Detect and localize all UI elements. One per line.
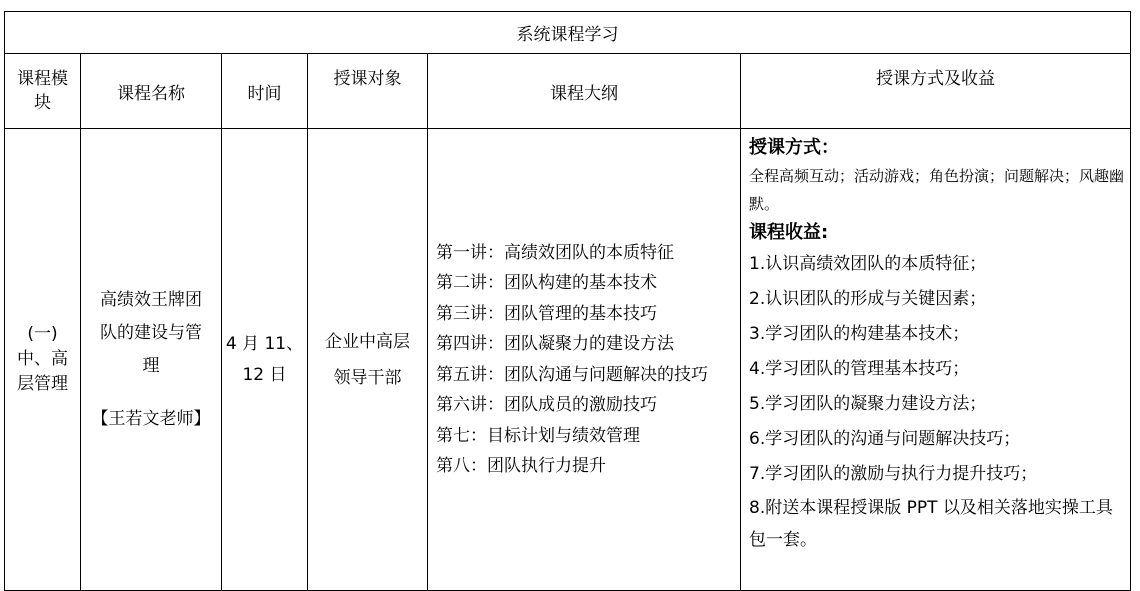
audience-line: 企业中高层 bbox=[325, 331, 410, 352]
outline-cell bbox=[428, 129, 741, 591]
module-cell bbox=[5, 129, 81, 591]
method-title: 授课方式： bbox=[749, 137, 839, 158]
module-line: 层管理 bbox=[17, 374, 68, 394]
course-name-cell bbox=[81, 129, 222, 591]
benefit-item: 2.认识团队的形成与关键因素； bbox=[749, 289, 987, 309]
benefit-item: 7.学习团队的激励与执行力提升技巧； bbox=[749, 464, 1038, 484]
module-line: (一) bbox=[27, 324, 58, 344]
benefit-item: 5.学习团队的凝聚力建设方法； bbox=[749, 394, 987, 414]
benefit-item: 6.学习团队的沟通与问题解决技巧； bbox=[749, 429, 1021, 449]
header-audience: 授课对象 bbox=[308, 54, 428, 129]
course-name-line: 理 bbox=[142, 355, 160, 376]
header-time: 时间 bbox=[222, 54, 308, 129]
audience-line: 领导干部 bbox=[333, 367, 402, 388]
outline-item: 第三讲：团队管理的基本技巧 bbox=[436, 303, 657, 324]
outline-item: 第一讲：高绩效团队的本质特征 bbox=[436, 242, 674, 263]
outline-item: 第四讲：团队凝聚力的建设方法 bbox=[436, 334, 674, 354]
course-name-line: 队的建设与管 bbox=[100, 322, 202, 343]
method-text: 全程高频互动；活动游戏；角色扮演；问题解决；风趣幽默。 bbox=[749, 167, 1125, 213]
benefit-title: 课程收益: bbox=[749, 222, 829, 243]
time-line: 4 月 11、 bbox=[225, 333, 304, 354]
course-table bbox=[4, 11, 1131, 591]
outline-item: 第八：团队执行力提升 bbox=[436, 456, 606, 476]
benefit-item: 8.附送本课程授课版 PPT 以及相关落地实操工具包一套。 bbox=[749, 498, 1113, 550]
outline-item: 第二讲：团队构建的基本技术 bbox=[436, 273, 657, 293]
header-module: 课程模块 bbox=[5, 54, 81, 129]
course-name-line: 高绩效王牌团 bbox=[100, 289, 202, 310]
table-title: 系统课程学习 bbox=[5, 12, 1131, 54]
outline-item: 第五讲：团队沟通与问题解决的技巧 bbox=[436, 364, 708, 385]
audience-cell bbox=[308, 129, 428, 591]
method-benefit-cell bbox=[741, 129, 1131, 591]
header-method-benefit: 授课方式及收益 bbox=[741, 54, 1131, 129]
benefit-item: 3.学习团队的构建基本技术； bbox=[749, 324, 970, 344]
time-line: 12 日 bbox=[242, 364, 287, 385]
benefit-item: 1.认识高绩效团队的本质特征； bbox=[749, 254, 987, 274]
header-course-name: 课程名称 bbox=[81, 54, 222, 129]
time-cell bbox=[222, 129, 308, 591]
outline-item: 第七：目标计划与绩效管理 bbox=[436, 425, 640, 446]
benefit-item: 4.学习团队的管理基本技巧； bbox=[749, 359, 970, 379]
module-line: 中、高 bbox=[17, 349, 68, 369]
outline-item: 第六讲：团队成员的激励技巧 bbox=[436, 395, 657, 415]
header-outline: 课程大纲 bbox=[428, 54, 741, 129]
table-row bbox=[5, 129, 1131, 591]
teacher-name: 【王若文老师】 bbox=[91, 408, 211, 429]
